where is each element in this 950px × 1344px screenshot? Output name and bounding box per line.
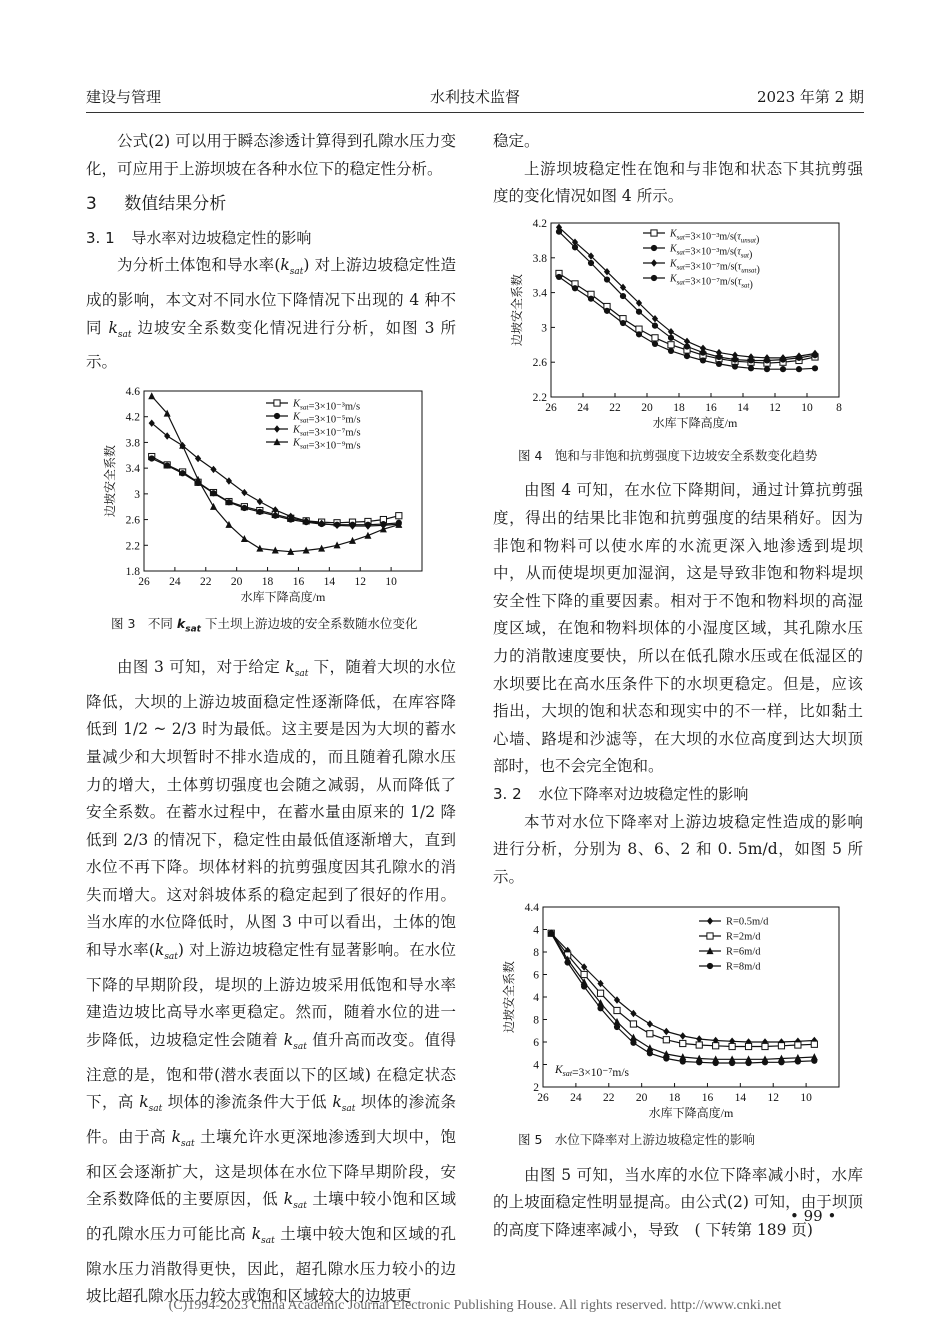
y-axis-label: 边坡安全系数	[510, 273, 524, 346]
ksat-symbol: $k_{sat}$	[171, 1127, 195, 1149]
x-tick-label: 12	[354, 575, 366, 588]
data-point	[696, 1059, 702, 1065]
legend-entry: $K_{sat}=3\times 10^{-5}m/s$	[293, 411, 361, 426]
data-point	[778, 1043, 784, 1049]
y-tick-label: 2	[533, 1082, 539, 1095]
data-point	[614, 1024, 620, 1030]
data-point	[274, 425, 280, 432]
data-point	[581, 984, 587, 990]
data-point	[716, 354, 722, 360]
data-point	[148, 392, 155, 399]
y-tick-label: 2.6	[125, 514, 140, 527]
figure-3-caption: 图 3 不同 $k_{sat}$ 下土坝上游边坡的安全系数随水位变化	[111, 615, 418, 635]
data-point	[651, 275, 657, 281]
data-point	[780, 366, 786, 372]
y-tick-label: 3.4	[125, 463, 140, 476]
data-point	[729, 1060, 735, 1066]
section-3-number: 3	[86, 194, 97, 215]
data-point	[256, 545, 263, 552]
data-point	[652, 341, 658, 347]
data-point	[581, 972, 587, 978]
figure-3-chart	[86, 383, 456, 608]
right-column	[493, 128, 863, 1245]
legend-entry: R=0.5m/d	[726, 916, 769, 928]
figure-5-chart	[493, 899, 863, 1124]
paragraph-fig5-intro: 本节对水位下降率对上游边坡稳定性造成的影响进行分析，分别为 8、6、2 和 0. 5m/d，如图 5 所示。	[493, 812, 863, 886]
x-tick-label: 26	[537, 1092, 549, 1105]
legend-entry: $K_{sat}=3\times 10^{-7}m/s$	[293, 424, 361, 439]
data-point	[164, 462, 170, 468]
x-tick-label: 20	[635, 1092, 648, 1105]
data-point	[680, 1059, 686, 1065]
paragraph-continued: 稳定。	[493, 132, 540, 150]
y-tick-label: 3	[541, 322, 547, 335]
x-tick-label: 12	[769, 401, 781, 414]
legend-entry: R=8m/d	[726, 961, 761, 973]
section-3-2-heading	[493, 781, 863, 809]
x-tick-label: 22	[609, 401, 621, 414]
data-point	[597, 990, 603, 996]
y-tick-label: 4.2	[532, 217, 547, 230]
data-point	[226, 477, 232, 484]
paragraph-fig4-discussion: 由图 4 可知，在水位下降期间，通过计算抗剪强度，得出的结果比非饱和抗剪强度的结果稍好。因为非饱和物料可以使水库的水流更深入地渗透到堤坝中，从而使堤坝更加湿润，这是导致非饱和物料堤坝安全性下降的重要因素。相对于不饱和物料坝的高湿度区域，在饱和物料坝体的小湿度区域，其孔隙水压力的消散速度要快，所以在低孔隙水压或在低湿区的水坝要比在高水压条件下的水坝更稳定。但是，应该指出，大坝的饱和状态和现实中的不一样，比如黏土心墙、路堤和沙滤等，在大坝的水位高度到达大坝顶部时，也不会完全饱和。	[493, 481, 863, 776]
data-point	[636, 331, 642, 337]
data-point	[647, 1031, 653, 1037]
series	[149, 455, 402, 527]
y-tick-label: 1.8	[125, 565, 140, 578]
x-tick-label: 16	[292, 575, 305, 588]
section-3-1-heading	[86, 225, 456, 253]
x-axis-label: 水库下降高度/m	[652, 415, 738, 430]
header-issue: 2023 年第 2 期	[756, 88, 864, 106]
data-point	[241, 505, 247, 511]
legend-entry: $K_{sat}=3\times 10^{-3}m/s$	[293, 398, 361, 413]
data-point	[210, 466, 216, 473]
legend-entry: $K_{sat}=3\times 10^{-9}m/s$	[293, 437, 361, 452]
data-point	[630, 1040, 636, 1046]
data-point	[646, 1044, 653, 1051]
y-tick-label: 4.6	[125, 385, 140, 398]
y-tick-label: 2.2	[125, 540, 140, 553]
ksat-symbol: $k_{sat}$	[108, 318, 132, 340]
ksat-symbol: $k_{sat}$	[285, 658, 309, 680]
paragraph-fig3-discussion: 由图 3 可知，对于给定 $k_{sat}$ 下，随着大坝的水位降低，大坝的上游边坡面稳定性逐渐降低，在库容降低到 1/2 ~ 2/3 时为最低。这主要是因为大坝的蓄水量减少和大坝暂时不排水造成的，而且随着孔隙水压力的增大，土体剪切强度也会随之减弱，从而降低了安全系数。在蓄水过程中，在蓄水量由原来的 1/2 降低到 2/3 的情况下，稳定性由最低值逐渐增大，直到水位不再下降。坝体材料的抗剪强度因其孔隙水的消失而增大。这对斜坡体系的稳定起到了很好的作用。当水库的水位降低时，从图 3 中可以看出，土体的饱和导水率$(k_{sat})$ 对上游边坡稳定性有显著影响。在水位下降的早期阶段，堤坝的上游边坡采用低饱和导水率建造边坡比高导水率更稳定。然而，随着水位的进一步降低，边坡稳定性会随着 $k_{sat}$ 值升高而改变。值得注意的是，饱和带(潜水表面以下的区域) 在稳定状态下，高 $k_{sat}$ 坝体的渗流条件大于低 $k_{sat}$ 坝体的渗流条件。由于高 $k_{sat}$ 土壤允许水更深地渗透到大坝中，饱和区会逐渐扩大，这是坝体在水位下降早期阶段，安全系数降低的主要原因，低 $k_{sat}$ 土壤中较小饱和区域的孔隙水压力可能比高 $k_{sat}$ 土壤中较大饱和区域的孔隙水压力消散得更快，因此，超孔隙水压力较小的边坡比超孔隙水压力较大或饱和区域较大的边坡更	[86, 658, 456, 1306]
copyright-footer: (C)1994-2023 China Academic Journal Electronic Publishing House. All rights reserved. http://www.cnki.net	[168, 1298, 782, 1313]
data-point	[210, 503, 217, 510]
data-point	[795, 1042, 801, 1048]
series-line	[152, 396, 399, 552]
data-point	[226, 499, 232, 505]
x-tick-label: 16	[701, 1092, 714, 1105]
ksat-symbol: $k_{sat}$	[332, 1093, 356, 1115]
y-axis-label: 边坡安全系数	[502, 961, 516, 1034]
data-point	[149, 419, 155, 426]
y-axis-label: 边坡安全系数	[103, 444, 117, 517]
text-run: 为分析土体饱和导水率(	[117, 256, 281, 275]
y-tick-label: 6	[533, 1037, 539, 1050]
x-tick-label: 24	[577, 401, 589, 414]
x-tick-label: 16	[705, 401, 717, 414]
data-point	[707, 918, 713, 925]
data-point	[597, 1005, 603, 1011]
y-tick-label: 8	[533, 947, 539, 960]
data-point	[668, 328, 674, 335]
data-point	[647, 1050, 653, 1056]
figure-4-chart	[493, 215, 863, 440]
data-point	[729, 1044, 735, 1050]
data-point	[588, 260, 594, 266]
data-point	[780, 356, 786, 362]
series	[556, 223, 818, 361]
data-point	[180, 470, 186, 476]
ksat-symbol: $k_{sat}$	[251, 1224, 275, 1246]
ksat-symbol: $k_{sat}$	[176, 615, 201, 635]
data-point	[651, 245, 657, 251]
left-column	[86, 128, 456, 1311]
data-point	[663, 1056, 669, 1062]
data-point	[732, 363, 738, 369]
data-point	[149, 455, 155, 461]
data-point	[748, 365, 754, 371]
data-point	[364, 532, 371, 539]
data-point	[274, 413, 280, 419]
data-point	[652, 335, 658, 341]
x-tick-label: 10	[385, 575, 397, 588]
data-point	[572, 244, 578, 250]
chart-annotation: $K_{sat}=3\times 10^{-7}m/s$	[555, 1064, 629, 1080]
data-point	[812, 352, 818, 358]
data-point	[630, 1021, 636, 1027]
data-point	[748, 357, 754, 363]
legend-entry: $K_{sat}=3\times 10^{-3}m/s(\tau_{unsat})$	[670, 228, 760, 246]
data-point	[707, 933, 713, 939]
paragraph-formula-usage: 公式(2) 可以用于瞬态渗透计算得到孔隙水压力变化，可应用于上游坝坡在各种水位下的稳定性分析。	[86, 132, 456, 178]
data-point	[680, 1041, 686, 1047]
paragraph-ksat-intro	[86, 252, 456, 377]
legend-entry: R=2m/d	[726, 931, 761, 943]
y-tick-label: 4	[533, 1059, 539, 1072]
y-tick-label: 3.4	[532, 287, 547, 300]
header-rule	[86, 112, 864, 113]
x-tick-label: 18	[668, 1092, 681, 1105]
section-3-1-title: 导水率对边坡稳定性的影响	[131, 228, 312, 247]
y-tick-label: 4	[533, 992, 539, 1005]
y-tick-label: 4.2	[125, 411, 140, 424]
y-tick-label: 2.2	[532, 391, 547, 404]
x-tick-label: 22	[200, 575, 212, 588]
data-point	[812, 365, 818, 371]
ksat-symbol: $k_{sat}$	[283, 1030, 307, 1053]
header-journal-section: 建设与管理	[86, 88, 162, 106]
x-tick-label: 8	[836, 401, 842, 414]
x-tick-label: 10	[801, 401, 813, 414]
data-point	[652, 322, 658, 328]
x-tick-label: 26	[138, 575, 150, 588]
data-point	[668, 348, 674, 354]
ksat-symbol: $k_{sat}$	[154, 941, 178, 963]
series	[548, 930, 817, 1049]
x-tick-label: 20	[641, 401, 653, 414]
data-point	[663, 1028, 669, 1035]
data-point	[764, 366, 770, 372]
data-point	[556, 228, 562, 234]
y-tick-label: 4	[533, 924, 539, 937]
x-axis-label: 水库下降高度/m	[648, 1106, 734, 1121]
ksat-symbol: $k_{sat}$	[280, 256, 304, 278]
data-point	[707, 963, 713, 969]
data-point	[210, 490, 216, 496]
header-journal-title: 水利技术监督	[429, 88, 520, 106]
page-number: • 99 •	[790, 1207, 837, 1225]
data-point	[796, 366, 802, 372]
data-point	[684, 353, 690, 359]
data-point	[396, 513, 402, 519]
x-tick-label: 14	[323, 575, 336, 588]
data-point	[636, 308, 642, 314]
legend-entry: R=6m/d	[726, 946, 761, 958]
data-point	[668, 341, 674, 347]
section-3-1-number: 3. 1	[86, 228, 115, 247]
plot-frame	[144, 391, 422, 571]
x-tick-label: 26	[545, 401, 557, 414]
section-3-2-number: 3. 2	[493, 784, 522, 803]
data-point	[680, 1033, 686, 1040]
plot-frame	[543, 907, 839, 1087]
data-point	[700, 357, 706, 363]
figure-5-caption: 图 5 水位下降率对上游边坡稳定性的影响	[518, 1132, 755, 1148]
y-tick-label: 3.8	[532, 252, 547, 265]
data-point	[764, 357, 770, 363]
data-point	[795, 1059, 801, 1065]
y-tick-label: 6	[533, 969, 539, 982]
figure-4-caption: 图 4 饱和与非饱和抗剪强度下边坡安全系数变化趋势	[518, 447, 818, 463]
text-run: 边坡安全系数变化情况进行分析，如图 3 所示。	[86, 318, 456, 372]
x-tick-label: 14	[734, 1092, 747, 1105]
data-point	[778, 1059, 784, 1065]
x-tick-label: 24	[570, 1092, 582, 1105]
y-tick-label: 2.6	[532, 356, 547, 369]
data-point	[668, 335, 674, 341]
y-tick-label: 8	[533, 1014, 539, 1027]
data-point	[620, 320, 626, 326]
section-3-title: 数值结果分析	[124, 194, 227, 215]
data-point	[811, 1041, 817, 1047]
x-tick-label: 18	[673, 401, 685, 414]
series-line	[551, 931, 814, 1043]
text-run: ) 对上游边坡稳定性造成的影响，本文对不同水位下降情况下出现的 4 种不同	[86, 256, 456, 337]
legend-entry: $K_{sat}=3\times 10^{-7}m/s(\tau_{unsat})$	[670, 258, 760, 276]
data-point	[651, 259, 657, 266]
y-tick-label: 3.8	[125, 437, 140, 450]
data-point	[696, 1042, 702, 1048]
data-point	[745, 1044, 751, 1050]
data-point	[274, 400, 280, 406]
data-point	[257, 498, 263, 505]
data-point	[630, 1010, 636, 1017]
data-point	[684, 343, 690, 349]
y-tick-label: 4.4	[524, 902, 539, 915]
legend-entry: $K_{sat}=3\times 10^{-3}m/s(\tau_{sat})$	[670, 243, 753, 261]
x-tick-label: 10	[800, 1092, 812, 1105]
data-point	[713, 1060, 719, 1066]
x-tick-label: 14	[737, 401, 749, 414]
data-point	[647, 1021, 653, 1028]
data-point	[548, 930, 554, 936]
data-point	[565, 960, 571, 966]
data-point	[762, 1059, 768, 1065]
data-point	[663, 1037, 669, 1043]
data-point	[588, 295, 594, 301]
x-tick-label: 20	[230, 575, 243, 588]
data-point	[614, 1008, 620, 1014]
legend-entry: $K_{sat}=3\times 10^{-7}m/s(\tau_{sat})$	[670, 273, 753, 291]
x-tick-label: 12	[767, 1092, 779, 1105]
ksat-symbol: $k_{sat}$	[283, 1190, 307, 1212]
section-3-2-title: 水位下降率对边坡稳定性的影响	[538, 784, 749, 803]
data-point	[762, 1044, 768, 1050]
data-point	[732, 356, 738, 362]
data-point	[796, 355, 802, 361]
data-point	[257, 509, 263, 515]
data-point	[716, 361, 722, 367]
data-point	[811, 1058, 817, 1064]
paragraph-fig5-discussion: 由图 5 可知，当水库的水位下降率减小时，水库的上坡面稳定性明显提高。由公式(2) 可知，由于坝顶的高度下降速率减小，导致 ( 下转第 189 页)	[493, 1165, 863, 1240]
ksat-symbol: $k_{sat}$	[139, 1093, 163, 1115]
data-point	[556, 274, 562, 280]
data-point	[241, 489, 247, 496]
data-point	[620, 293, 626, 299]
data-point	[745, 1060, 751, 1066]
data-point	[700, 349, 706, 355]
x-axis-label: 水库下降高度/m	[240, 589, 326, 604]
data-point	[572, 285, 578, 291]
x-tick-label: 22	[603, 1092, 615, 1105]
data-point	[604, 276, 610, 282]
y-tick-label: 3	[134, 488, 140, 501]
section-3-heading	[86, 191, 456, 219]
x-tick-label: 24	[169, 575, 181, 588]
data-point	[604, 308, 610, 314]
paragraph-fig4-intro: 上游坝坡稳定性在饱和与非饱和状态下其抗剪强度的变化情况如图 4 所示。	[493, 159, 863, 206]
x-tick-label: 18	[261, 575, 274, 588]
data-point	[713, 1043, 719, 1049]
data-point	[651, 230, 657, 236]
